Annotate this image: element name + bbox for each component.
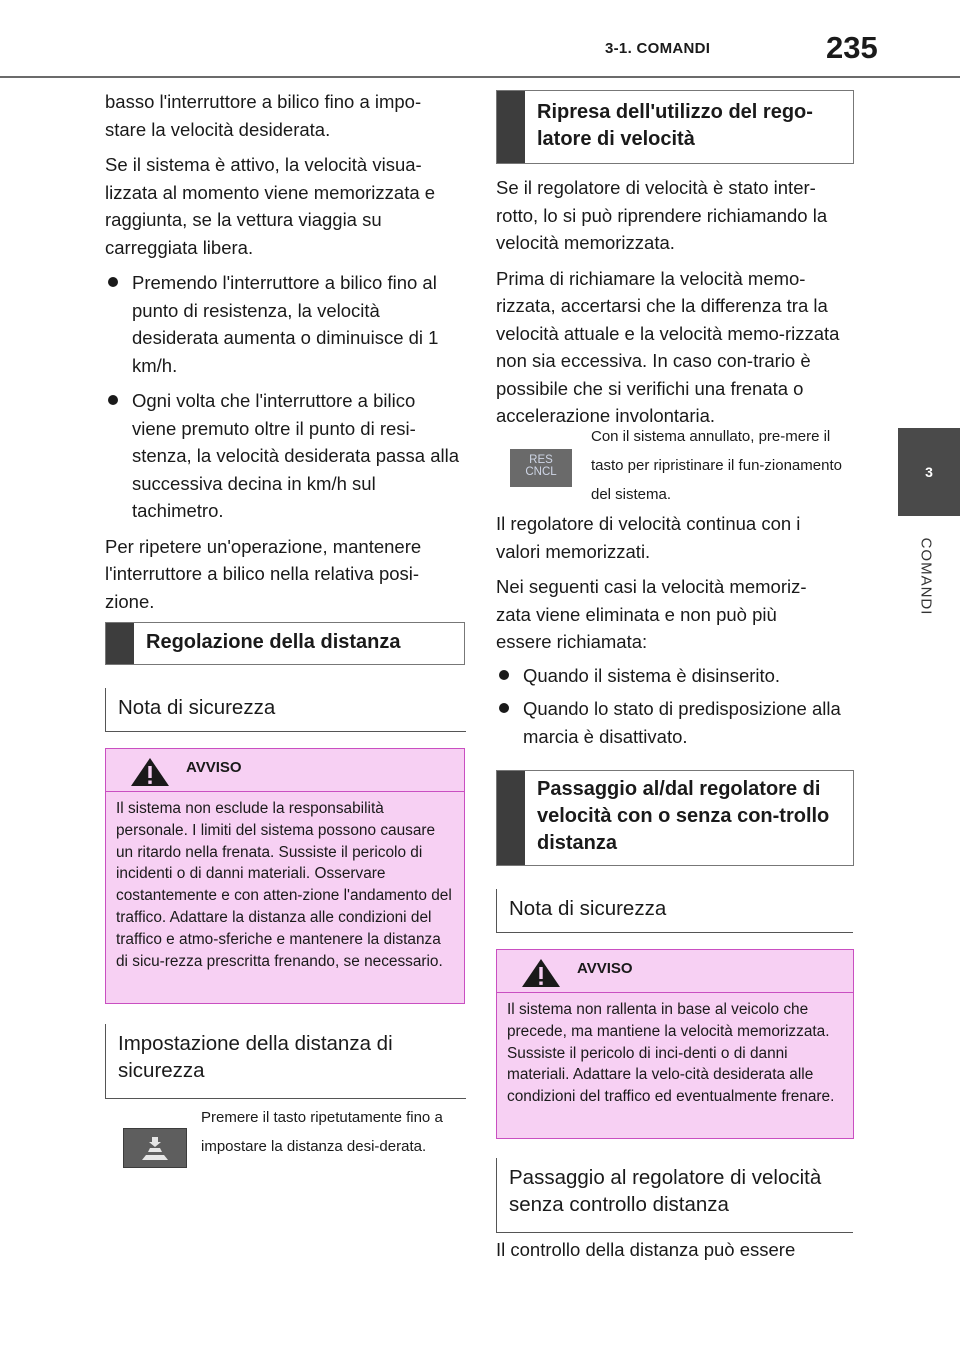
- bullet-item: Quando il sistema è disinserito.: [496, 662, 853, 690]
- section-bar: [497, 771, 525, 865]
- section-header-text: Passaggio al/dal regolatore di velocità con o senza con-trollo distanza: [537, 778, 830, 854]
- section-header-text: Regolazione della distanza: [146, 631, 401, 653]
- warning-title: AVVISO: [577, 960, 633, 977]
- right-column-text-2: [496, 510, 856, 750]
- section-header-switch: [496, 770, 854, 866]
- warning-header: [497, 950, 853, 993]
- subheading-set-distance: Impostazione della distanza di sicurezza: [105, 1024, 466, 1099]
- res-description: Con il sistema annullato, pre-mere il tasto per ripristinare il fun-zionamento del sistema.: [591, 428, 842, 503]
- section-bar: [497, 91, 525, 163]
- right-column-text-3: [496, 1236, 856, 1264]
- warning-box: [496, 949, 854, 1139]
- res-label: RES: [529, 454, 553, 466]
- paragraph-continues: Il regolatore di velocità continua con i valori memorizzati.: [496, 513, 801, 562]
- res-cncl-button-image: [510, 449, 572, 487]
- distance-button-image: [123, 1128, 187, 1168]
- chapter-label-wrap: [895, 526, 957, 626]
- bullet-item: Premendo l'interruttore a bilico fino al punto di resistenza, la velocità desiderata aumenta o diminuisce di 1 km/h.: [105, 269, 460, 379]
- icon-description: Premere il tasto ripetutamente fino a impostare la distanza desi-derata.: [201, 1109, 443, 1155]
- section-bar: [106, 623, 134, 664]
- paragraph-last: Il controllo della distanza può essere: [496, 1239, 796, 1260]
- cncl-label: CNCL: [525, 466, 557, 478]
- paragraph-resume-1: Se il regolatore di velocità è stato inter-rotto, lo si può riprendere richiamando la velocità memorizzata.: [496, 177, 828, 253]
- bullet-item: Ogni volta che l'interruttore a bilico viene premuto oltre il punto di resi-stenza, la velocità desiderata passa alla successiva decina in km/h sul tachimetro.: [105, 387, 462, 525]
- warning-triangle-icon: [130, 757, 170, 787]
- paragraph-intro-2: Se il sistema è attivo, la velocità visua-lizzata al momento viene memorizzata e raggiunta, se la vettura viaggia su carreggiata libera.: [105, 154, 436, 258]
- warning-text: Il sistema non rallenta in base al veicolo che precede, ma mantiene la velocità memorizzata. Sussiste il pericolo di inci-denti o di danni materiali. Adattare la velo-cità desiderata alle condizioni del traffico ed eventualmente frenare.: [507, 1001, 835, 1106]
- paragraph-resume-2: Prima di richiamare la velocità memo-rizzata, accertarsi che la differenza tra la velocità attuale e la velocità memo-rizzata non sia eccessiva. In caso con-trario è possibile che si verifichi una frenata o accelerazione involontaria.: [496, 267, 840, 426]
- paragraph-deleted: Nei seguenti casi la velocità memoriz-zata viene eliminata e non può più essere richiamata:: [496, 576, 807, 652]
- distance-icon: [124, 1129, 186, 1167]
- section-header-distance: [105, 622, 465, 665]
- chapter-number: 3: [925, 464, 933, 480]
- warning-text: Il sistema non esclude la responsabilità personale. I limiti del sistema possono causare un ritardo nella frenata. Sussiste il pericolo di incidenti o di danni materiali. Osservare costantemente e con atten-zione l'andamento del traffico. Adattare la distanza alle condizioni del traffico e atmo-sferiche e mantenere la distanza di sicu-rezza prescritta frenando, se necessario.: [116, 800, 452, 970]
- chapter-tab[interactable]: [898, 428, 960, 516]
- page-number: 235: [826, 30, 878, 65]
- header-divider: [0, 76, 960, 78]
- section-header-text: Ripresa dell'utilizzo del rego-latore di velocità: [537, 101, 813, 150]
- paragraph-repeat: Per ripetere un'operazione, mantenere l'interruttore a bilico nella relativa posi-zione.: [105, 535, 422, 612]
- paragraph-intro-1: basso l'interruttore a bilico fino a impo-stare la velocità desiderata.: [105, 91, 422, 140]
- right-column-text: [496, 174, 856, 430]
- warning-header: [106, 749, 464, 792]
- subheading-safety: Nota di sicurezza: [496, 889, 853, 933]
- left-column-text: [105, 88, 470, 615]
- bullet-item: Quando lo stato di predisposizione alla marcia è disattivato.: [496, 695, 843, 750]
- chapter-label: COMANDI: [917, 537, 935, 615]
- warning-triangle-icon: [521, 958, 561, 988]
- section-header-resume: [496, 90, 854, 164]
- subheading-safety: Nota di sicurezza: [105, 688, 466, 732]
- subheading-without-distance: Passaggio al regolatore di velocità senza controllo distanza: [496, 1158, 853, 1233]
- section-title: 3-1. COMANDI: [605, 40, 711, 57]
- warning-title: AVVISO: [186, 759, 242, 776]
- warning-box: [105, 748, 465, 1004]
